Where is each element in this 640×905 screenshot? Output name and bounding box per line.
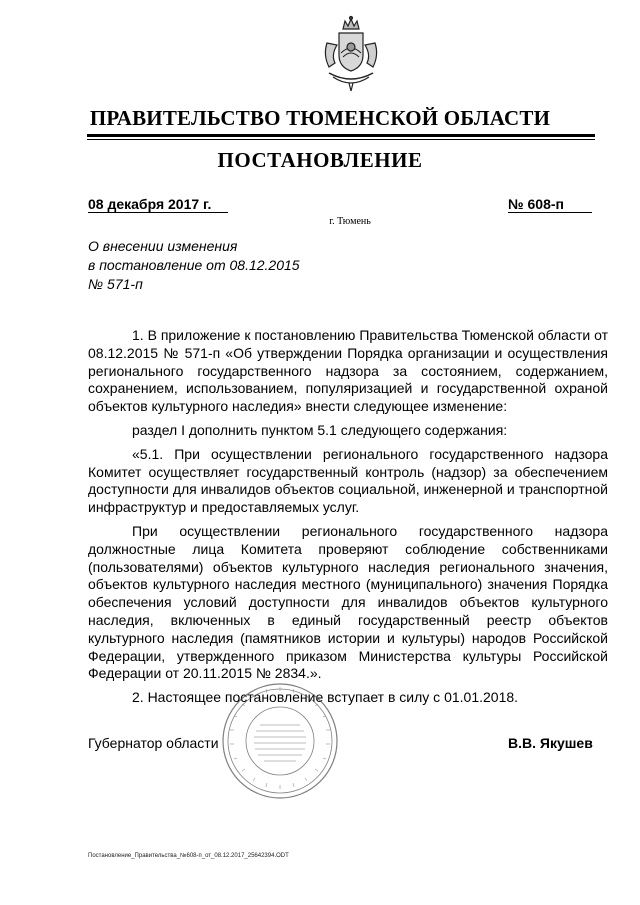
signer-title: Губернатор области [88,735,219,751]
authority-title: ПРАВИТЕЛЬСТВО ТЮМЕНСКОЙ ОБЛАСТИ [89,106,551,130]
document-body [88,327,608,713]
document-filename: Постановление_Правительства_№608-п_от_08.12.2017_25642394.ODT [88,853,289,859]
official-round-seal-icon [220,681,340,801]
document-city: г. Тюмень [329,216,371,227]
date-underline [88,212,228,213]
subject-line: № 571-п [88,276,143,292]
document-type: ПОСТАНОВЛЕНИЕ [217,148,423,172]
body-paragraph: «5.1. При осуществлении регионального государственного надзора Комитет осуществляет государственный контроль (надзор) за обеспечением доступности для инвалидов объектов социальной, инженерной и транспортной инфраструктур и предоставляемых услуг. [88,445,608,516]
header-divider-thin [87,139,595,140]
tyumen-coat-of-arms-icon [319,15,383,95]
body-paragraph: 1. В приложение к постановлению Правительства Тюменской области от 08.12.2015 № 571-п «Об утверждении Порядка организации и осуществления регионального государственного надзора за состоянием, содержанием, сохранением, использованием, популяризацией и государственной охраной объектов культурного наследия» внести следующее изменение: [88,327,608,415]
subject-line: О внесении изменения [88,238,238,254]
header-divider-thick [87,134,595,137]
body-paragraph: 2. Настоящее постановление вступает в силу с 01.01.2018. [132,689,519,706]
document-number: № 608-п [508,196,564,212]
signer-name: В.В. Якушев [508,735,593,751]
body-paragraph: При осуществлении регионального государственного надзора должностные лица Комитета проверяют соблюдение собственниками (пользователями) объектов культурного наследия регионального значения, объектов культурного наследия местного (муниципального) значения Порядка обеспечения условий доступности для инвалидов объектов культурного наследия, включенных в единый государственный реестр объектов культурного наследия (памятников истории и культуры) народов Российской Федерации, утвержденного приказом Министерства культуры Российской Федерации от 20.11.2015 № 2834.». [88,522,608,682]
subject-line: в постановление от 08.12.2015 [88,257,300,273]
body-paragraph: раздел I дополнить пунктом 5.1 следующего содержания: [132,421,508,438]
document-date: 08 декабря 2017 г. [88,196,212,212]
document-subject [88,237,300,294]
number-underline [508,212,592,213]
